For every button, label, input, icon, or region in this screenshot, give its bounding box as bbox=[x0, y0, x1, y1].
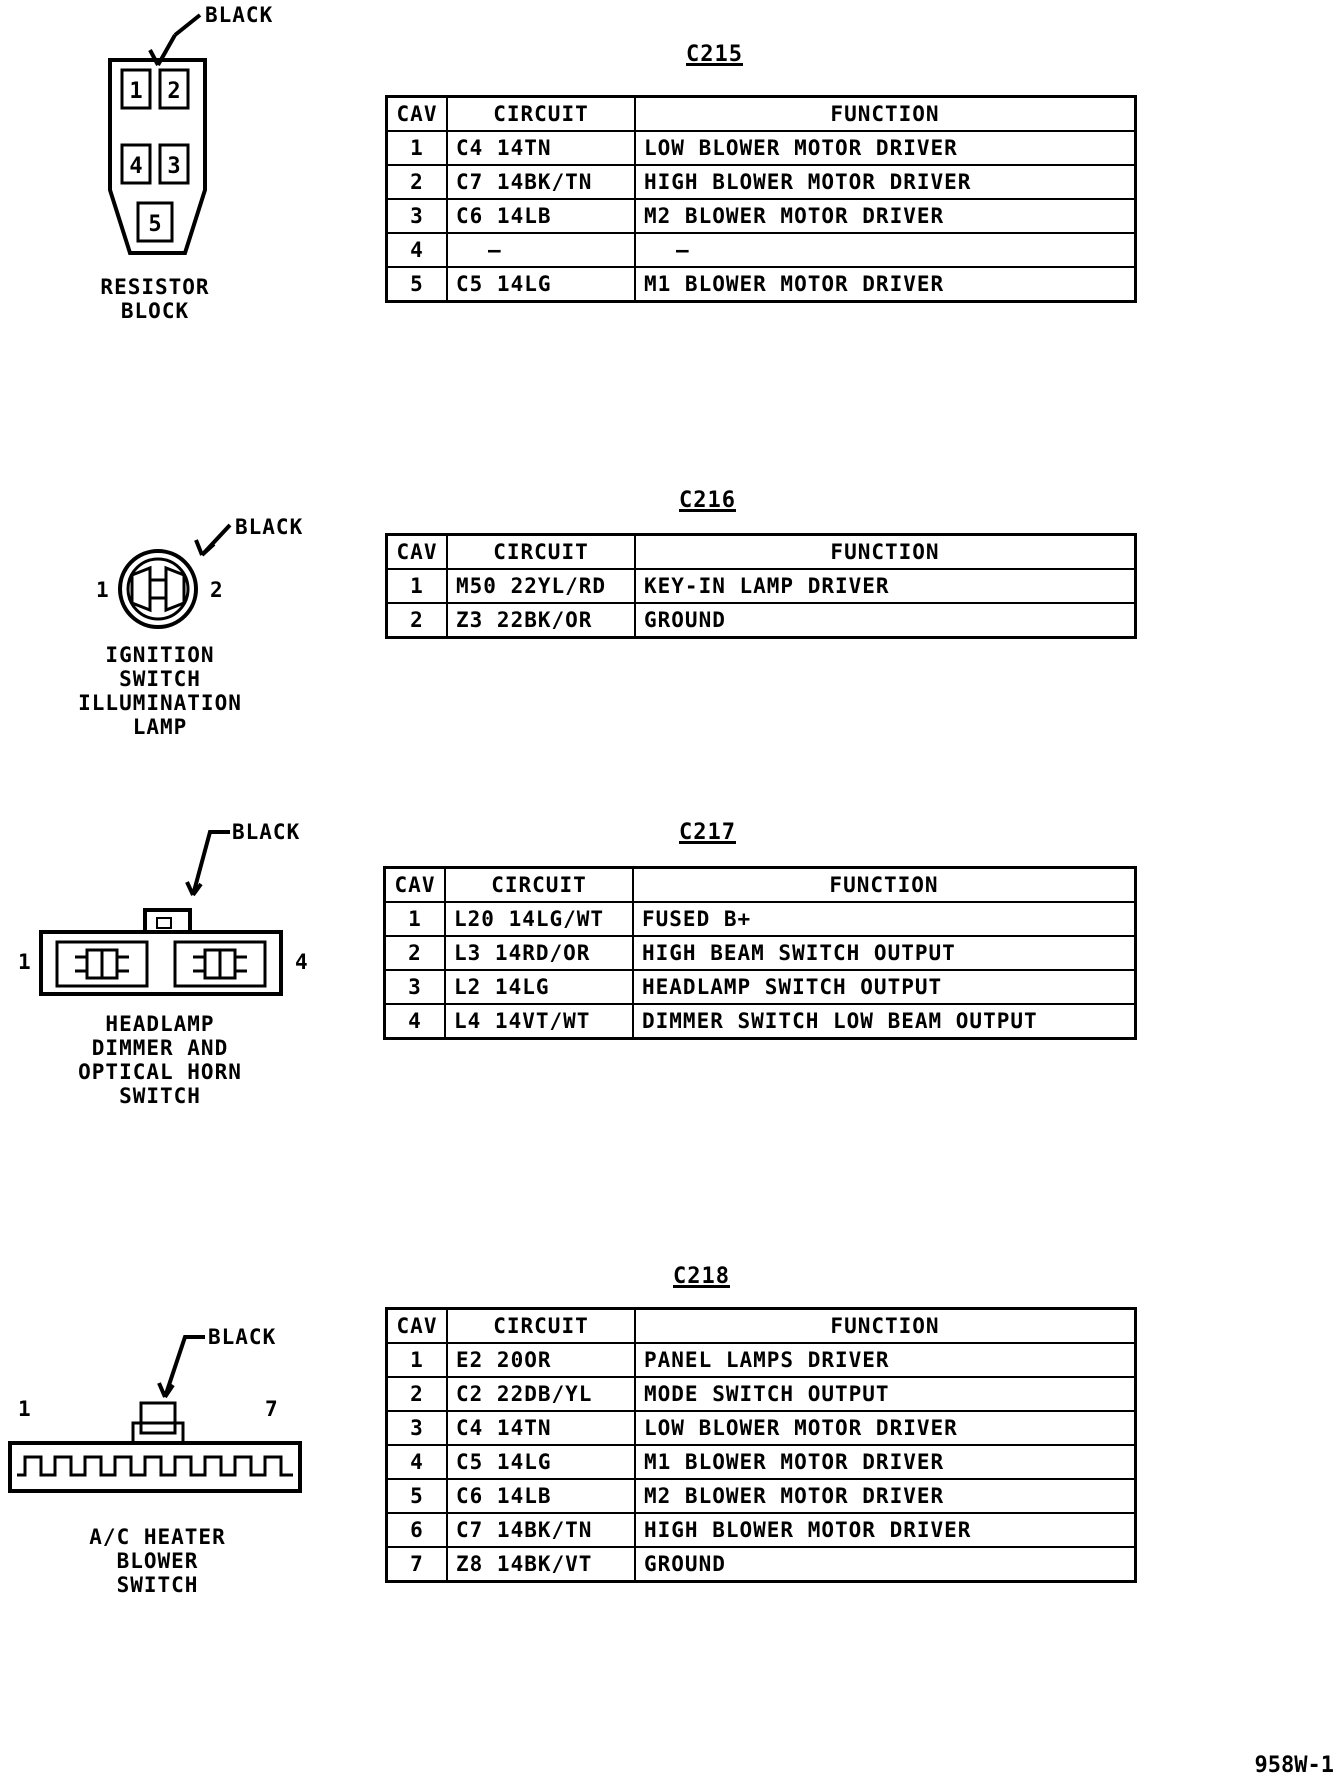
cav-cell: 7 bbox=[387, 1547, 448, 1582]
cav-cell: 5 bbox=[387, 267, 448, 302]
circuit-cell: C7 14BK/TN bbox=[447, 1513, 635, 1547]
circuit-cell: — bbox=[447, 233, 635, 267]
function-cell: FUSED B+ bbox=[633, 902, 1136, 936]
c217-pin-1-label: 1 bbox=[18, 950, 31, 974]
table-row bbox=[387, 1343, 1136, 1377]
c216-pin-1-label: 1 bbox=[96, 578, 109, 602]
cav-cell: 4 bbox=[387, 233, 448, 267]
c217-pin-4-label: 4 bbox=[295, 950, 308, 974]
c215-pin-3: 3 bbox=[167, 154, 181, 179]
circuit-cell: C6 14LB bbox=[447, 1479, 635, 1513]
table-row bbox=[387, 1479, 1136, 1513]
table-row bbox=[385, 902, 1136, 936]
table-row bbox=[387, 1377, 1136, 1411]
c215-pin-5: 5 bbox=[148, 212, 162, 237]
c217-color-label: BLACK bbox=[232, 820, 301, 844]
function-cell: DIMMER SWITCH LOW BEAM OUTPUT bbox=[633, 1004, 1136, 1039]
circuit-cell: C5 14LG bbox=[447, 1445, 635, 1479]
circuit-cell: C7 14BK/TN bbox=[447, 165, 635, 199]
cav-cell: 3 bbox=[385, 970, 446, 1004]
circuit-cell: L3 14RD/OR bbox=[445, 936, 633, 970]
cav-cell: 3 bbox=[387, 1411, 448, 1445]
cav-cell: 2 bbox=[385, 936, 446, 970]
circuit-cell: C4 14TN bbox=[447, 131, 635, 165]
function-cell: HEADLAMP SWITCH OUTPUT bbox=[633, 970, 1136, 1004]
col-function: FUNCTION bbox=[633, 868, 1136, 903]
cav-cell: 2 bbox=[387, 1377, 448, 1411]
function-cell: KEY-IN LAMP DRIVER bbox=[635, 569, 1136, 603]
col-circuit: CIRCUIT bbox=[447, 1309, 635, 1344]
circuit-cell: E2 20OR bbox=[447, 1343, 635, 1377]
col-function: FUNCTION bbox=[635, 1309, 1136, 1344]
function-cell: M1 BLOWER MOTOR DRIVER bbox=[635, 1445, 1136, 1479]
circuit-cell: C6 14LB bbox=[447, 199, 635, 233]
c218-connector-name: A/C HEATER BLOWER SWITCH bbox=[89, 1525, 226, 1597]
circuit-cell: L2 14LG bbox=[445, 970, 633, 1004]
cav-cell: 4 bbox=[387, 1445, 448, 1479]
cav-cell: 3 bbox=[387, 199, 448, 233]
c217-table bbox=[383, 866, 1137, 1040]
cav-cell: 2 bbox=[387, 603, 448, 638]
c215-title: C215 bbox=[686, 42, 743, 67]
circuit-cell: C2 22DB/YL bbox=[447, 1377, 635, 1411]
c215-connector-name: RESISTOR BLOCK bbox=[100, 275, 210, 323]
col-circuit: CIRCUIT bbox=[447, 535, 635, 570]
circuit-cell: L20 14LG/WT bbox=[445, 902, 633, 936]
cav-cell: 6 bbox=[387, 1513, 448, 1547]
c217-connector-diagram bbox=[35, 820, 295, 1000]
cav-cell: 1 bbox=[387, 1343, 448, 1377]
c216-connector-diagram bbox=[110, 520, 240, 630]
table-row bbox=[387, 267, 1136, 302]
c215-color-label: BLACK bbox=[205, 3, 274, 27]
function-cell: HIGH BLOWER MOTOR DRIVER bbox=[635, 165, 1136, 199]
col-cav: CAV bbox=[387, 535, 448, 570]
c218-pin-1-label: 1 bbox=[18, 1397, 31, 1421]
function-cell: LOW BLOWER MOTOR DRIVER bbox=[635, 1411, 1136, 1445]
function-cell: PANEL LAMPS DRIVER bbox=[635, 1343, 1136, 1377]
table-row bbox=[387, 1513, 1136, 1547]
function-cell: HIGH BLOWER MOTOR DRIVER bbox=[635, 1513, 1136, 1547]
c215-table bbox=[385, 95, 1137, 303]
function-cell: GROUND bbox=[635, 1547, 1136, 1582]
table-row bbox=[387, 131, 1136, 165]
table-row bbox=[385, 936, 1136, 970]
table-row bbox=[387, 165, 1136, 199]
col-circuit: CIRCUIT bbox=[447, 97, 635, 132]
function-cell: HIGH BEAM SWITCH OUTPUT bbox=[633, 936, 1136, 970]
function-cell: M1 BLOWER MOTOR DRIVER bbox=[635, 267, 1136, 302]
cav-cell: 4 bbox=[385, 1004, 446, 1039]
c218-color-label: BLACK bbox=[208, 1325, 277, 1349]
c216-table bbox=[385, 533, 1137, 639]
c218-title: C218 bbox=[673, 1264, 730, 1289]
cav-cell: 1 bbox=[385, 902, 446, 936]
c218-pin-7-label: 7 bbox=[265, 1397, 278, 1421]
cav-cell: 2 bbox=[387, 165, 448, 199]
c217-title: C217 bbox=[679, 820, 736, 845]
circuit-cell: C4 14TN bbox=[447, 1411, 635, 1445]
table-row bbox=[387, 603, 1136, 638]
circuit-cell: M50 22YL/RD bbox=[447, 569, 635, 603]
c217-connector-name: HEADLAMP DIMMER AND OPTICAL HORN SWITCH bbox=[78, 1012, 242, 1108]
cav-cell: 5 bbox=[387, 1479, 448, 1513]
circuit-cell: C5 14LG bbox=[447, 267, 635, 302]
page-id: 958W-1 bbox=[1254, 1753, 1334, 1778]
col-cav: CAV bbox=[385, 868, 446, 903]
function-cell: LOW BLOWER MOTOR DRIVER bbox=[635, 131, 1136, 165]
col-function: FUNCTION bbox=[635, 97, 1136, 132]
function-cell: M2 BLOWER MOTOR DRIVER bbox=[635, 1479, 1136, 1513]
col-cav: CAV bbox=[387, 1309, 448, 1344]
circuit-cell: Z3 22BK/OR bbox=[447, 603, 635, 638]
c215-pin-4: 4 bbox=[129, 154, 143, 179]
c215-pin-2: 2 bbox=[167, 79, 181, 104]
c215-pin-1: 1 bbox=[129, 79, 143, 104]
c216-connector-name: IGNITION SWITCH ILLUMINATION LAMP bbox=[78, 643, 242, 739]
table-row bbox=[387, 199, 1136, 233]
function-cell: M2 BLOWER MOTOR DRIVER bbox=[635, 199, 1136, 233]
cav-cell: 1 bbox=[387, 569, 448, 603]
c216-pin-2-label: 2 bbox=[210, 578, 223, 602]
function-cell: MODE SWITCH OUTPUT bbox=[635, 1377, 1136, 1411]
circuit-cell: L4 14VT/WT bbox=[445, 1004, 633, 1039]
table-row bbox=[385, 1004, 1136, 1039]
table-row bbox=[385, 970, 1136, 1004]
col-cav: CAV bbox=[387, 97, 448, 132]
col-circuit: CIRCUIT bbox=[445, 868, 633, 903]
c216-color-label: BLACK bbox=[235, 515, 304, 539]
c218-connector-diagram bbox=[5, 1325, 305, 1505]
function-cell: GROUND bbox=[635, 603, 1136, 638]
col-function: FUNCTION bbox=[635, 535, 1136, 570]
table-row bbox=[387, 1547, 1136, 1582]
cav-cell: 1 bbox=[387, 131, 448, 165]
circuit-cell: Z8 14BK/VT bbox=[447, 1547, 635, 1582]
c218-table bbox=[385, 1307, 1137, 1583]
table-row bbox=[387, 233, 1136, 267]
table-row bbox=[387, 1411, 1136, 1445]
function-cell: — bbox=[635, 233, 1136, 267]
c216-title: C216 bbox=[679, 488, 736, 513]
table-row bbox=[387, 1445, 1136, 1479]
table-row bbox=[387, 569, 1136, 603]
c215-connector-diagram bbox=[100, 5, 330, 265]
